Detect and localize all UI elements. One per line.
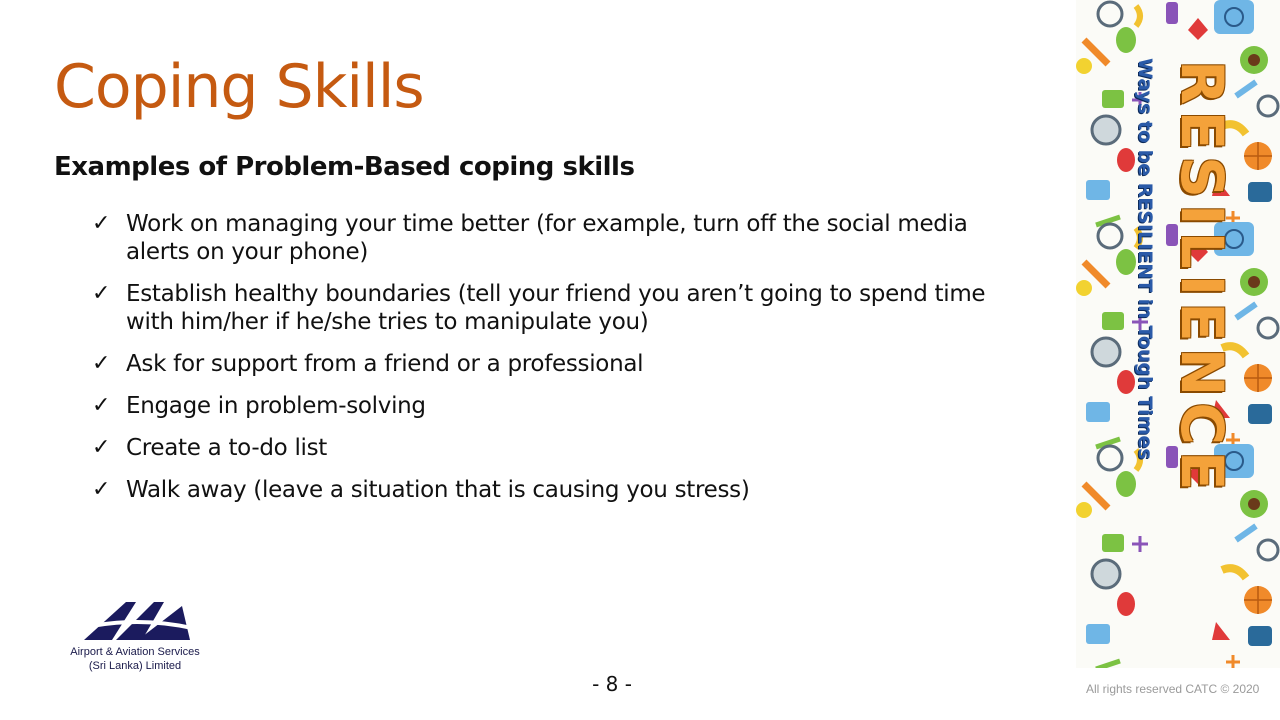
bullet-text: Work on managing your time better (for example, turn off the social media alerts on your phone): [126, 211, 968, 265]
list-item: [92, 434, 1037, 462]
logo-text-line2: (Sri Lanka) Limited: [88, 660, 182, 672]
list-item: [92, 392, 1037, 420]
list-item: [92, 210, 1037, 266]
checkmark-icon: ✓: [92, 477, 111, 502]
list-item: [92, 350, 1037, 378]
copyright-notice: All rights reserved CATC © 2020: [1086, 682, 1260, 696]
aasl-logo: [60, 600, 210, 676]
aasl-logo-mark: [82, 600, 192, 642]
bullet-list: [92, 210, 1037, 518]
list-item: [92, 280, 1037, 336]
bullet-text: Establish healthy boundaries (tell your friend you aren’t going to spend time with him/her if he/she tries to manipulate you): [126, 281, 986, 335]
logo-text-line1: Airport & Aviation Services: [70, 646, 200, 658]
checkmark-icon: ✓: [92, 281, 111, 306]
resilience-tagline: Ways to be RESILIENT in Tough Times: [1134, 58, 1156, 460]
resilience-word: RESILIENCE: [1168, 60, 1236, 497]
checkmark-icon: ✓: [92, 393, 111, 418]
page-number: - 8 -: [592, 672, 632, 696]
bullet-text: Create a to-do list: [126, 435, 328, 461]
checkmark-icon: ✓: [92, 351, 111, 376]
slide-title: Coping Skills: [54, 52, 424, 122]
checkmark-icon: ✓: [92, 435, 111, 460]
bullet-text: Engage in problem-solving: [126, 393, 426, 419]
list-item: [92, 476, 1037, 504]
bullet-text: Walk away (leave a situation that is causing you stress): [126, 477, 750, 503]
checkmark-icon: ✓: [92, 211, 111, 236]
slide-subtitle: Examples of Problem-Based coping skills: [54, 152, 635, 182]
bullet-text: Ask for support from a friend or a professional: [126, 351, 644, 377]
